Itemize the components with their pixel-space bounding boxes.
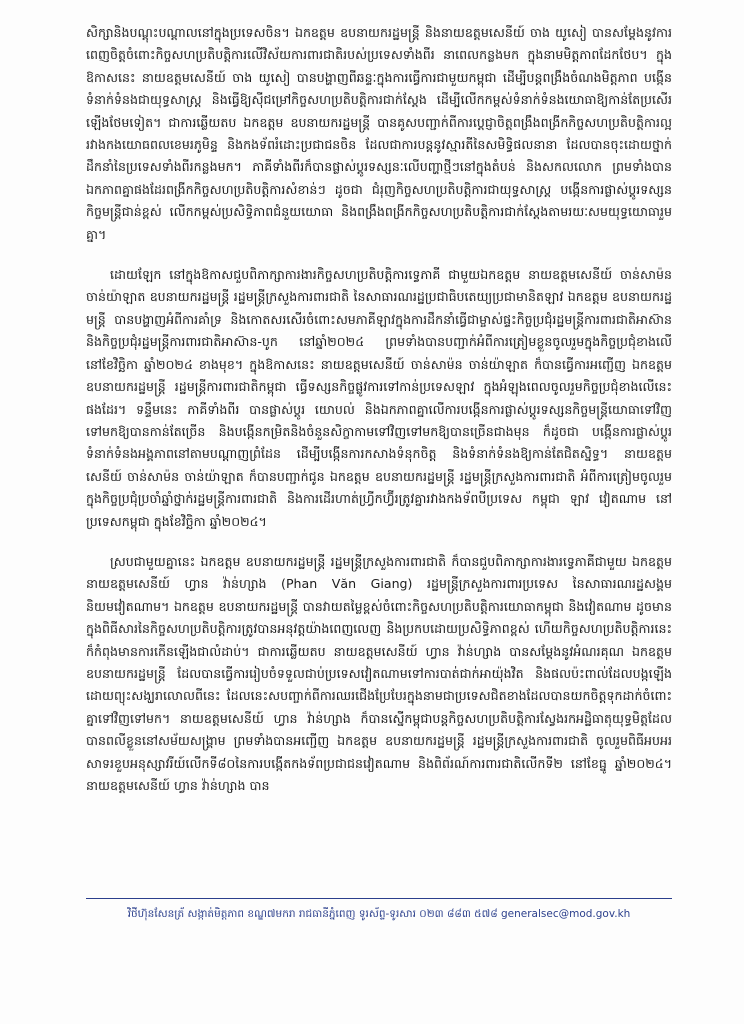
paragraph-1: សិក្សានិងបណ្ដុះបណ្ដាលនៅក្នុងប្រទេសចិន។ ឯកឧត្តម ឧបនាយករដ្ឋមន្ត្រី និងនាយឧត្តមសេនីយ៍ ចាង យូសៀ បានសម្ដែងនូវការពេញចិត្តចំពោះកិច្ចសហប្រតិបត្តិការលើវិស័យការពារជាតិរបស់ប្រទេសទាំងពីរ នាពេលកន្លងមក ក្នុងនាមមិត្តភាពដែកថែប។ ក្នុងឱកាសនេះ នាយឧត្តមសេនីយ៍ ចាង យូសៀ បានបង្ហាញពីឆន្ទៈក្នុងការធ្វើការជាមួយកម្ពុជា ដើម្បីបន្តពង្រឹងចំណងមិត្តភាព បង្កើនទំនាក់ទំនងជាយុទ្ធសាស្ត្រ និងធ្វើឱ្យស៊ីជម្រៅកិច្ចសហប្រតិបត្តិការជាក់ស្ដែង ដើម្បីលើកកម្ពស់ទំនាក់ទំនងយោធាឱ្យកាន់តែប្រសើរឡើងថែមទៀត។ ជាការឆ្លើយតប ឯកឧត្តម ឧបនាយករដ្ឋមន្ត្រី បានគូសបញ្ជាក់ពីការប្ដេជ្ញាចិត្តពង្រឹងពង្រីកកិច្ចសហប្រតិបត្តិការល្អ រវាងកងយោធពលខេមរភូមិន្ទ និងកងទ័ពរំដោះប្រជាជនចិន ដែលជាការបន្តនូវស្មារតីនៃសមិទ្ធិផលនានា ដែលបានចុះដោយថ្នាក់ដឹកនាំនៃប្រទេសទាំងពីរកន្លងមក។ ភាគីទាំងពីរក៏បានផ្លាស់ប្ដូរទស្សនៈលើបញ្ហាថ្មីៗនៅក្នុងតំបន់ និងសកលលោក ព្រមទាំងបានឯកភាពគ្នាផងដែរពង្រីកកិច្ចសហប្រតិបត្តិការសំខាន់ៗ ដូចជា ជំរុញកិច្ចសហប្រតិបត្តិការជាយុទ្ធសាស្ត្រ បង្កើនការផ្លាស់ប្ដូរទស្សនកិច្ចមន្ត្រីជាន់ខ្ពស់ លើកកម្ពស់ប្រសិទ្ធិភាពជំនួយយោធា និងពង្រឹងពង្រីកកិច្ចសហប្រតិបត្តិការជាក់ស្ដែងតាមរយៈសមយុទ្ធយោធារួមគ្នា។ [86,25,672,242]
paragraph-3: ស្របជាមួយគ្នានេះ ឯកឧត្តម ឧបនាយករដ្ឋមន្ត្រី រដ្ឋមន្ត្រីក្រសួងការពារជាតិ ក៏បានជួបពិភាក្សាការងារទ្វេភាគីជាមួយ ឯកឧត្តម នាយឧត្តមសេនីយ៍ ហ្វាន វ៉ាន់ហ្សាង (Phan Văn Giang) រដ្ឋមន្ត្រីក្រសួងការពារប្រទេស នៃសាធារណរដ្ឋសង្គមនិយមវៀតណាម។ ឯកឧត្តម ឧបនាយករដ្ឋមន្ត្រី បានវាយតម្លៃខ្ពស់ចំពោះកិច្ចសហប្រតិបត្តិការយោធាកម្ពុជា និងវៀតណាម ដូចមានក្នុងពិធីសារនៃកិច្ចសហប្រតិបត្តិការត្រូវបានអនុវត្តយ៉ាងពេញលេញ និងប្រកបដោយប្រសិទ្ធិភាពខ្ពស់ ហើយកិច្ចសហប្រតិបត្តិការនេះក៏កំពុងមានការកើនឡើងជាលំដាប់។ ជាការឆ្លើយតប នាយឧត្តមសេនីយ៍ ហ្វាន វ៉ាន់ហ្សាង បានសម្ដែងនូវអំណរគុណ ឯកឧត្តម ឧបនាយករដ្ឋមន្ត្រី ដែលបានធ្វើការរៀបចំទទួលជាប់ប្រទេសវៀតណាមទៅការបាត់ជាក់អាយ៉ុងវិត និងផលប៉ះពាល់ដែលបង្កឡើងដោយព្យុះសង្ឃរាលោលពីនេះ ដែលនេះសបញ្ចាក់ពីការឈរជើងប្រែបែរក្នុងនាមជាប្រទេសជិតខាងដែលបានយកចិត្តទុកដាក់ចំពោះគ្នាទៅវិញទៅមក។ នាយឧត្តមសេនីយ៍ ហ្វាន វ៉ាន់ហ្សាង ក៏បានស្នើកម្ពុជាបន្តកិច្ចសហប្រតិបត្តិការស្វែងរកអដ្ឋិធាតុយុទ្ធមិត្តដែលបានពលីខ្លួននៅសម័យសង្គ្រាម ព្រមទាំងបានអញ្ជើញ ឯកឧត្តម ឧបនាយករដ្ឋមន្ត្រី រដ្ឋមន្ត្រីក្រសួងការពារជាតិ ចូលរួមពិធីអបអរសាទរខួបអនុស្សាវរីយ៍លើកទី៨០នៃការបង្កើតកងទ័ពប្រជាជនវៀតណាម និងពិព័រណ៍ការពារជាតិលើកទី២ នៅខែធ្នូ ឆ្នាំ២០២៤។ នាយឧត្តមសេនីយ៍ ហ្វាន វ៉ាន់ហ្សាង បាន [86,553,672,793]
paragraph-2: ដោយឡែក នៅក្នុងឱកាសជួបពិភាក្សាការងារកិច្ចសហប្រតិបត្តិការទ្វេភាគី ជាមួយឯកឧត្តម នាយឧត្តមសេនីយ៍ ចាន់សាម៉ន ចាន់យ៉ាឡាត ឧបនាយករដ្ឋមន្ត្រី រដ្ឋមន្ត្រីក្រសួងការពារជាតិ នៃសាធារណរដ្ឋប្រជាធិបតេយ្យប្រជាមានិតឡាវ ឯកឧត្តម ឧបនាយករដ្ឋមន្ត្រី បានបង្ហាញអំពីការគាំទ្រ និងកោតសរសើរចំពោះសមភាគីឡាវក្នុងការដឹកនាំធ្វើជាម្ចាស់ផ្ទះកិច្ចប្រជុំរដ្ឋមន្ត្រីការពារជាតិអាស៊ាន និងកិច្ចប្រជុំរដ្ឋមន្ត្រីការពារជាតិអាស៊ាន-បូក នៅឆ្នាំ២០២៤ ព្រមទាំងបានបញ្ជាក់អំពីការត្រៀមខ្លួនចូលរួមក្នុងកិច្ចប្រជុំខាងលើ នៅខែវិច្ឆិកា ឆ្នាំ២០២៤ ខាងមុខ។ ក្នុងឱកាសនេះ នាយឧត្តមសេនីយ៍ ចាន់សាម៉ន ចាន់យ៉ាឡាត ក៏បានធ្វើការអញ្ជើញ ឯកឧត្តម ឧបនាយករដ្ឋមន្ត្រី រដ្ឋមន្ត្រីការពារជាតិកម្ពុជា ធ្វើទស្សនកិច្ចផ្លូវការទៅកាន់ប្រទេសឡាវ ក្នុងអំឡុងពេលចូលរួមកិច្ចប្រជុំខាងលើនេះ ផងដែរ។ ទន្ទឹមនេះ ភាគីទាំងពីរ បានផ្លាស់ប្ដូរ យោបល់ និងឯកភាពគ្នាលើការបង្កើនការផ្លាស់ប្ដូរទស្សនកិច្ចមន្ត្រីយោធាទៅវិញទៅមកឱ្យបានកាន់តែច្រើន និងបង្កើនកម្រិតនិងចំនួនសិក្ខាកាមទៅវិញទៅមកឱ្យបានច្រើនជាងមុន ក៏ដូចជា បង្កើនការផ្លាស់ប្ដូរទំនាក់ទំនងអង្គភាពនៅតាមបណ្ដាញព្រំដែន ដើម្បីបង្កើនការកសាងទំនុកចិត្ត និងទំនាក់ទំនងឱ្យកាន់តែជិតស្និទ្ធ។ នាយឧត្តមសេនីយ៍ ចាន់សាម៉ន ចាន់យ៉ាឡាត ក៏បានបញ្ជាក់ជូន ឯកឧត្តម ឧបនាយករដ្ឋមន្ត្រី រដ្ឋមន្ត្រីក្រសួងការពារជាតិ អំពីការត្រៀមចូលរួមក្នុងកិច្ចប្រជុំប្រចាំឆ្នាំថ្នាក់រដ្ឋមន្ត្រីការពារជាតិ និងការដើរហាត់ហ្រ្វីកហ្វ៊ីរត្រូវគ្នារវាងកងទ័ពបីប្រទេស កម្ពុជា ឡាវ វៀតណាម នៅប្រទេសកម្ពុជា ក្នុងខែវិច្ឆិកា ឆ្នាំ២០២៤។ [86,267,672,529]
document-body [86,22,672,815]
footer-address: វិថីហ៊ុនសែនត្រ័ សង្កាត់មិត្តភាព ខណ្ឌ៧មករា រាជធានីភ្នំពេញ ទូរស័ព្ទ-ទូរសារ ០២៣ ៨៨៣ ៥៧៨ generalsec@mod.gov.kh [127,908,631,920]
footer-divider [86,898,672,899]
